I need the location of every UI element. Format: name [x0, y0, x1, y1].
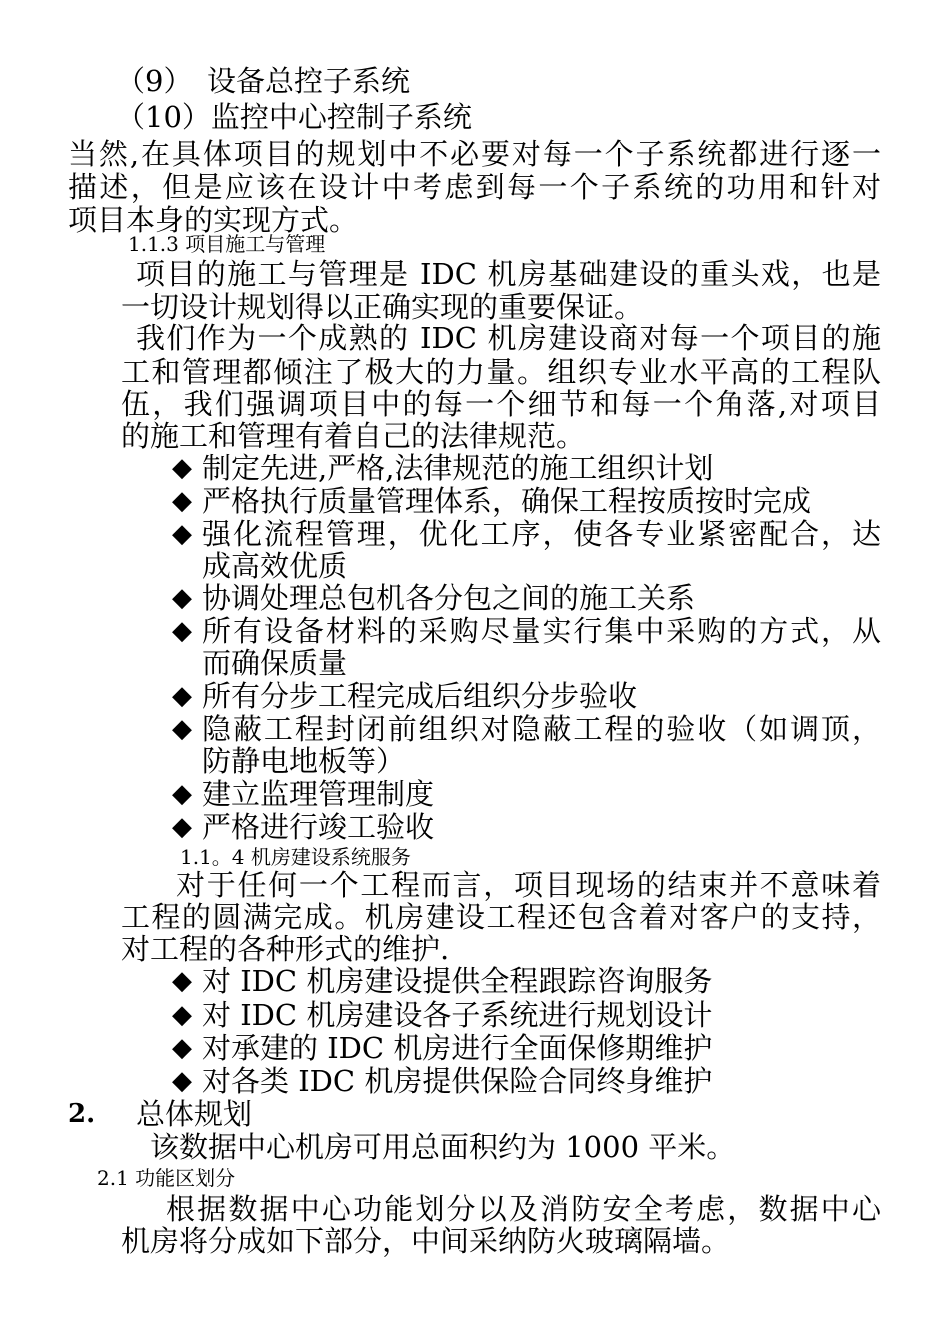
list-item: 对各类 IDC 机房提供保险合同终身维护: [202, 1064, 713, 1098]
paragraph-b-line: 我们作为一个成熟的 IDC 机房建设商对每一个项目的施: [136, 321, 881, 355]
list-item: 强化流程管理，优化工序，使各专业紧密配合，达: [202, 517, 881, 551]
paragraph-b-line: 的施工和管理有着自己的法律规范。: [121, 419, 586, 453]
paragraph-c-line: 对于任何一个工程而言，项目现场的结束并不意味着: [176, 868, 881, 902]
diamond-bullet-icon: ◆: [172, 812, 192, 842]
list-item-10: （10）监控中心控制子系统: [116, 100, 472, 134]
paragraph-e-line: 机房将分成如下部分，中间采纳防火玻璃隔墙。: [121, 1224, 731, 1258]
diamond-bullet-icon: ◆: [172, 779, 192, 809]
paragraph-d: 该数据中心机房可用总面积约为 1000 平米。: [150, 1130, 736, 1164]
list-item-continuation: 防静电地板等）: [202, 744, 406, 778]
list-item: 对 IDC 机房建设提供全程跟踪咨询服务: [202, 964, 713, 998]
section-heading-1-1-4: 1.1。4 机房建设系统服务: [180, 845, 411, 869]
paragraph-c-line: 对工程的各种形式的维护.: [121, 932, 450, 966]
section-heading-1-1-3: 1.1.3 项目施工与管理: [128, 232, 326, 256]
list-item: 对承建的 IDC 机房进行全面保修期维护: [202, 1031, 713, 1065]
list-item-continuation: 成高效优质: [202, 549, 348, 583]
diamond-bullet-icon: ◆: [172, 519, 192, 549]
list-item: 严格进行竣工验收: [202, 810, 435, 844]
diamond-bullet-icon: ◆: [172, 583, 192, 613]
section-heading-2-1: 2.1 功能区划分: [97, 1166, 236, 1190]
diamond-bullet-icon: ◆: [172, 616, 192, 646]
diamond-bullet-icon: ◆: [172, 1066, 192, 1096]
list-item: 所有分步工程完成后组织分步验收: [202, 679, 638, 713]
section-number-2: 2.: [68, 1099, 96, 1129]
list-item: 协调处理总包机各分包之间的施工关系: [202, 581, 696, 615]
paragraph-note-line: 当然,在具体项目的规划中不必要对每一个子系统都进行逐一: [68, 137, 881, 171]
list-item-continuation: 而确保质量: [202, 646, 348, 680]
diamond-bullet-icon: ◆: [172, 1000, 192, 1030]
paragraph-note-line: 项目本身的实现方式。: [68, 203, 359, 237]
paragraph-c-line: 工程的圆满完成。机房建设工程还包含着对客户的支持，: [121, 900, 881, 934]
paragraph-b-line: 伍，我们强调项目中的每一个细节和每一个角落,对项目: [121, 387, 881, 421]
diamond-bullet-icon: ◆: [172, 714, 192, 744]
list-item: 严格执行质量管理体系，确保工程按质按时完成: [202, 484, 812, 518]
diamond-bullet-icon: ◆: [172, 681, 192, 711]
list-item: 对 IDC 机房建设各子系统进行规划设计: [202, 998, 713, 1032]
list-item: 制定先进,严格,法律规范的施工组织计划: [202, 451, 714, 485]
list-item: 建立监理管理制度: [202, 777, 435, 811]
diamond-bullet-icon: ◆: [172, 453, 192, 483]
diamond-bullet-icon: ◆: [172, 966, 192, 996]
list-item-9: （9） 设备总控子系统: [116, 64, 410, 98]
paragraph-a-line: 一切设计规划得以正确实现的重要保证。: [121, 290, 644, 324]
paragraph-b-line: 工和管理都倾注了极大的力量。组织专业水平高的工程队: [121, 355, 881, 389]
diamond-bullet-icon: ◆: [172, 1033, 192, 1063]
list-item: 隐蔽工程封闭前组织对隐蔽工程的验收（如调顶，: [202, 712, 881, 746]
list-item: 所有设备材料的采购尽量实行集中采购的方式，从: [202, 614, 881, 648]
diamond-bullet-icon: ◆: [172, 486, 192, 516]
paragraph-note-line: 描述，但是应该在设计中考虑到每一个子系统的功用和针对: [68, 170, 881, 204]
paragraph-a-line: 项目的施工与管理是 IDC 机房基础建设的重头戏，也是: [136, 257, 881, 291]
section-title-2: 总体规划: [136, 1097, 253, 1131]
paragraph-e-line: 根据数据中心功能划分以及消防安全考虑，数据中心: [166, 1192, 881, 1226]
